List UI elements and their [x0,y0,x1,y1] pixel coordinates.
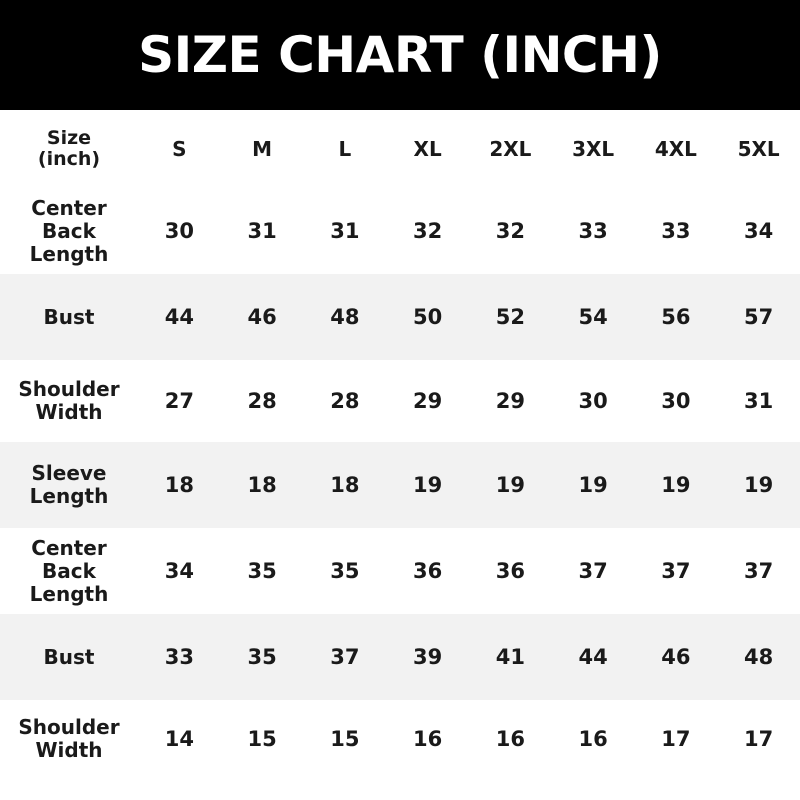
row-label-line: Back [42,218,96,243]
table-cell: 29 [469,360,552,442]
column-header-4xl: 4XL [635,110,718,188]
table-cell: 18 [304,442,387,528]
table-cell: 48 [304,274,387,360]
column-header-2xl: 2XL [469,110,552,188]
row-label-line: Length [29,581,109,606]
table-cell: 19 [635,442,718,528]
table-cell: 17 [635,700,718,778]
row-label-line: Back [42,558,96,583]
row-label [0,274,138,360]
table-row [0,614,800,700]
table-cell: 19 [717,442,800,528]
table-cell: 30 [138,188,221,274]
table-cell: 33 [635,188,718,274]
table-row [0,360,800,442]
row-label-line: Width [35,400,103,424]
table-cell: 19 [552,442,635,528]
table-header-row [0,110,800,188]
row-label [0,700,138,778]
row-label-line: Center [31,195,107,220]
table-cell: 39 [386,614,469,700]
table-cell: 37 [304,614,387,700]
table-cell: 32 [469,188,552,274]
row-label-line: Length [29,241,109,266]
table-cell: 48 [717,614,800,700]
table-cell: 52 [469,274,552,360]
page-title: SIZE CHART (INCH) [138,26,662,84]
row-label [0,360,138,442]
table-cell: 28 [304,360,387,442]
table-cell: 15 [221,700,304,778]
table-cell: 54 [552,274,635,360]
table-cell: 28 [221,360,304,442]
size-chart-table [0,110,800,778]
table-cell: 31 [304,188,387,274]
table-cell: 19 [469,442,552,528]
table-cell: 31 [717,360,800,442]
row-label-line: Sleeve [31,461,107,485]
row-label-line: Length [29,484,109,508]
table-cell: 34 [717,188,800,274]
table-cell: 32 [386,188,469,274]
corner-label-size: Size [46,126,92,149]
row-label-line: Shoulder [18,377,120,401]
table-cell: 36 [386,528,469,614]
table-cell: 19 [386,442,469,528]
table-cell: 34 [138,528,221,614]
table-cell: 56 [635,274,718,360]
table-cell: 29 [386,360,469,442]
table-cell: 31 [221,188,304,274]
table-cell: 16 [552,700,635,778]
row-label-line: Shoulder [18,715,120,739]
table-cell: 37 [635,528,718,614]
table-cell: 18 [221,442,304,528]
table-cell: 46 [635,614,718,700]
row-label-line: Bust [43,304,95,329]
table-cell: 35 [221,528,304,614]
table-cell: 36 [469,528,552,614]
table-cell: 33 [552,188,635,274]
row-label-line: Center [31,535,107,560]
row-label [0,442,138,528]
column-header-3xl: 3XL [552,110,635,188]
table-corner-label [0,110,138,188]
column-header-l: L [304,110,387,188]
table-cell: 30 [635,360,718,442]
table-cell: 16 [386,700,469,778]
table-row [0,274,800,360]
row-label [0,614,138,700]
column-header-xl: XL [386,110,469,188]
corner-label-unit: (inch) [37,148,101,170]
table-cell: 18 [138,442,221,528]
column-header-m: M [221,110,304,188]
row-label-line: Bust [43,644,95,669]
table-cell: 57 [717,274,800,360]
table-cell: 41 [469,614,552,700]
table-cell: 46 [221,274,304,360]
table-cell: 27 [138,360,221,442]
table-cell: 44 [552,614,635,700]
table-row [0,188,800,274]
table-row [0,528,800,614]
table-cell: 50 [386,274,469,360]
table-cell: 35 [304,528,387,614]
table-cell: 15 [304,700,387,778]
row-label-line: Width [35,738,103,762]
table-row [0,442,800,528]
table-cell: 30 [552,360,635,442]
table-cell: 14 [138,700,221,778]
table-cell: 44 [138,274,221,360]
column-header-5xl: 5XL [717,110,800,188]
column-header-s: S [138,110,221,188]
row-label [0,528,138,614]
table-row [0,700,800,778]
table-cell: 17 [717,700,800,778]
table-cell: 37 [717,528,800,614]
table-cell: 37 [552,528,635,614]
table-cell: 33 [138,614,221,700]
table-cell: 16 [469,700,552,778]
row-label [0,188,138,274]
title-bar [0,0,800,110]
table-cell: 35 [221,614,304,700]
